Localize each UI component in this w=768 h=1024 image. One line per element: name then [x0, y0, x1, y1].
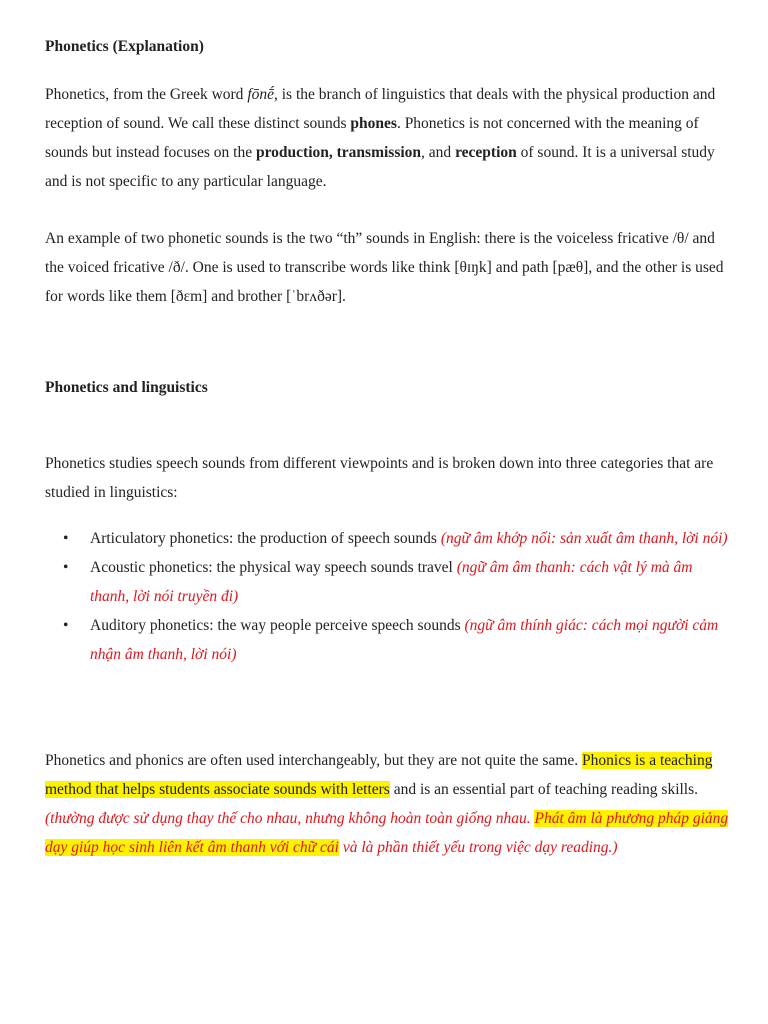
list-item-acoustic	[45, 553, 735, 611]
list-item-articulatory	[45, 524, 735, 553]
heading-phonetics-linguistics: Phonetics and linguistics	[45, 379, 208, 396]
categories-intro-text: Phonetics studies speech sounds from different viewpoints and is broken down into three categories that are studied in linguistics:	[45, 455, 714, 501]
bullet-icon: •	[63, 530, 69, 547]
list-item-text: Auditory phonetics: the way people perceive speech sounds	[90, 617, 465, 634]
intro-text-d: , and	[421, 144, 456, 161]
term-reception: reception	[455, 144, 517, 161]
bullet-icon: •	[63, 559, 69, 576]
greek-word: fōnḗ	[247, 86, 274, 103]
term-phones: phones	[350, 115, 397, 132]
phonics-text-a: Phonetics and phonics are often used interchangeably, but they are not quite the same.	[45, 752, 583, 769]
bullet-icon: •	[63, 617, 69, 634]
intro-paragraph	[45, 80, 735, 196]
intro-text	[45, 80, 735, 196]
categories-list-wrapper	[45, 524, 735, 669]
section-linguistics	[45, 373, 735, 402]
intro-text-a: Phonetics, from the Greek word	[45, 86, 248, 103]
translation-note-2: và là phần thiết yếu trong việc dạy reading.)	[338, 839, 618, 856]
categories-list	[45, 524, 735, 669]
phonics-paragraph	[45, 746, 735, 862]
categories-intro-paragraph	[45, 449, 735, 507]
list-item-note: (ngữ âm thính giác: cách mọi người cảm nhận âm thanh, lời nói)	[90, 617, 719, 663]
translation-note-1: (thường được sử dụng thay thế cho nhau, nhưng không hoàn toàn giống nhau.	[45, 810, 535, 827]
phonics-text	[45, 746, 735, 862]
term-production-transmission: production, transmission	[255, 144, 422, 161]
highlight-phonics-definition: Phonics is a teaching method that helps students associate sounds with letters	[45, 752, 713, 798]
list-item-text: Acoustic phonetics: the physical way speech sounds travel	[90, 559, 457, 576]
list-item-auditory	[45, 611, 735, 669]
heading-phonetics-explanation: Phonetics (Explanation)	[45, 38, 204, 55]
intro-text-c: . Phonetics is not concerned with the meaning of sounds but instead focuses on the	[45, 115, 699, 161]
list-item-note: (ngữ âm âm thanh: cách vật lý mà âm thanh, lời nói truyền đi)	[90, 559, 693, 605]
intro-text-b: , is the branch of linguistics that deals with the physical production and reception of sound. We call these distinct sounds	[45, 86, 716, 132]
phonics-text-b: and is an essential part of teaching reading skills.	[389, 781, 699, 798]
section-explanation	[45, 32, 735, 61]
intro-text-e: of sound. It is a universal study and is not specific to any particular language.	[45, 144, 715, 190]
list-item-note: (ngữ âm khớp nối: sản xuất âm thanh, lời nói)	[440, 530, 728, 547]
list-item-text: Articulatory phonetics: the production of speech sounds	[90, 530, 441, 547]
highlight-translation: Phát âm là phương pháp giảng dạy giúp học sinh liên kết âm thanh với chữ cái	[45, 810, 729, 856]
example-paragraph	[45, 224, 735, 311]
example-text: An example of two phonetic sounds is the two “th” sounds in English: there is the voiceless fricative /θ/ and the voiced fricative /ð/. One is used to transcribe words like think [θɪŋk] and path [pæθ], and the other is used for words like them [ðɛm] and brother [ˈbrʌðər].	[45, 230, 724, 305]
